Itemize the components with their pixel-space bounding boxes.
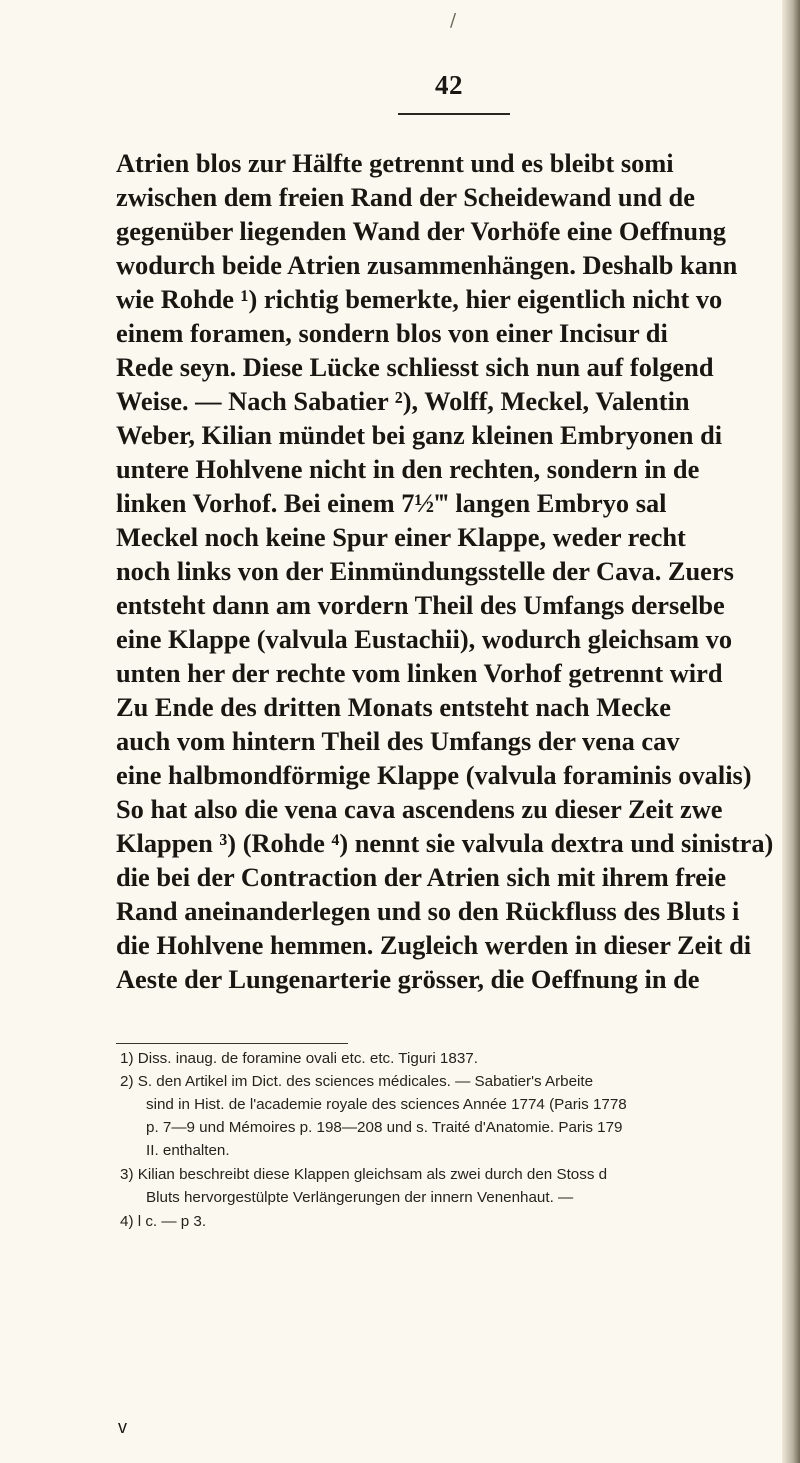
text-line: Atrien blos zur Hälfte getrennt und es bleibt somi <box>116 148 674 178</box>
stray-mark: v <box>118 1417 127 1437</box>
text-line: Rede seyn. Diese Lücke schliesst sich nun auf folgend <box>116 352 714 382</box>
text-line: wodurch beide Atrien zusammenhängen. Deshalb kann <box>116 250 738 280</box>
scan-mark: / <box>450 10 457 31</box>
page-number: 42 <box>435 70 463 100</box>
text-line: So hat also die vena cava ascendens zu dieser Zeit zwe <box>116 794 723 824</box>
text-line: die bei der Contraction der Atrien sich mit ihrem freie <box>116 862 727 892</box>
footnote-line: 4) l c. — p 3. <box>120 1213 207 1230</box>
text-line: Rand aneinanderlegen und so den Rückfluss des Bluts i <box>116 896 740 926</box>
text-line: auch vom hintern Theil des Umfangs der vena cav <box>116 726 680 756</box>
text-line: Weise. — Nach Sabatier ²), Wolff, Meckel, Valentin <box>116 386 690 416</box>
footnote-divider <box>116 1043 348 1044</box>
page-gutter-shadow <box>782 0 800 1463</box>
text-line: einem foramen, sondern blos von einer Incisur di <box>116 318 668 348</box>
footnote-line: 1) Diss. inaug. de foramine ovali etc. etc. Tiguri 1837. <box>120 1050 478 1067</box>
text-line: Aeste der Lungenarterie grösser, die Oeffnung in de <box>116 964 700 994</box>
text-line: Meckel noch keine Spur einer Klappe, weder recht <box>116 522 686 552</box>
footnote-line: Bluts hervorgestülpte Verlängerungen der innern Venenhaut. — <box>146 1189 574 1206</box>
footnote-line: 2) S. den Artikel im Dict. des sciences médicales. — Sabatier's Arbeite <box>120 1073 594 1090</box>
text-line: die Hohlvene hemmen. Zugleich werden in dieser Zeit di <box>116 930 752 960</box>
text-line: gegenüber liegenden Wand der Vorhöfe eine Oeffnung <box>116 216 726 246</box>
text-line: wie Rohde ¹) richtig bemerkte, hier eigentlich nicht vo <box>116 284 723 314</box>
text-line: Zu Ende des dritten Monats entsteht nach Mecke <box>116 692 671 722</box>
text-line: entsteht dann am vordern Theil des Umfangs derselbe <box>116 590 725 620</box>
text-line: noch links von der Einmündungsstelle der Cava. Zuers <box>116 556 734 586</box>
footnote-line: II. enthalten. <box>146 1142 230 1159</box>
text-line: zwischen dem freien Rand der Scheidewand und de <box>116 182 695 212</box>
text-line: linken Vorhof. Bei einem 7½‴ langen Embryo sal <box>116 488 667 518</box>
text-line: Klappen ³) (Rohde ⁴) nennt sie valvula dextra und sinistra) <box>116 828 774 858</box>
footnote-line: 3) Kilian beschreibt diese Klappen gleichsam als zwei durch den Stoss d <box>120 1166 608 1183</box>
text-line: unten her der rechte vom linken Vorhof getrennt wird <box>116 658 723 688</box>
text-line: eine halbmondförmige Klappe (valvula foraminis ovalis) <box>116 760 752 790</box>
footnote-line: sind in Hist. de l'academie royale des sciences Année 1774 (Paris 1778 <box>146 1096 627 1113</box>
text-line: Weber, Kilian mündet bei ganz kleinen Embryonen di <box>116 420 723 450</box>
text-line: eine Klappe (valvula Eustachii), wodurch gleichsam vo <box>116 624 733 654</box>
footnote-line: p. 7—9 und Mémoires p. 198—208 und s. Traité d'Anatomie. Paris 179 <box>146 1119 623 1136</box>
page-number-underline <box>398 113 510 115</box>
text-line: untere Hohlvene nicht in den rechten, sondern in de <box>116 454 700 484</box>
